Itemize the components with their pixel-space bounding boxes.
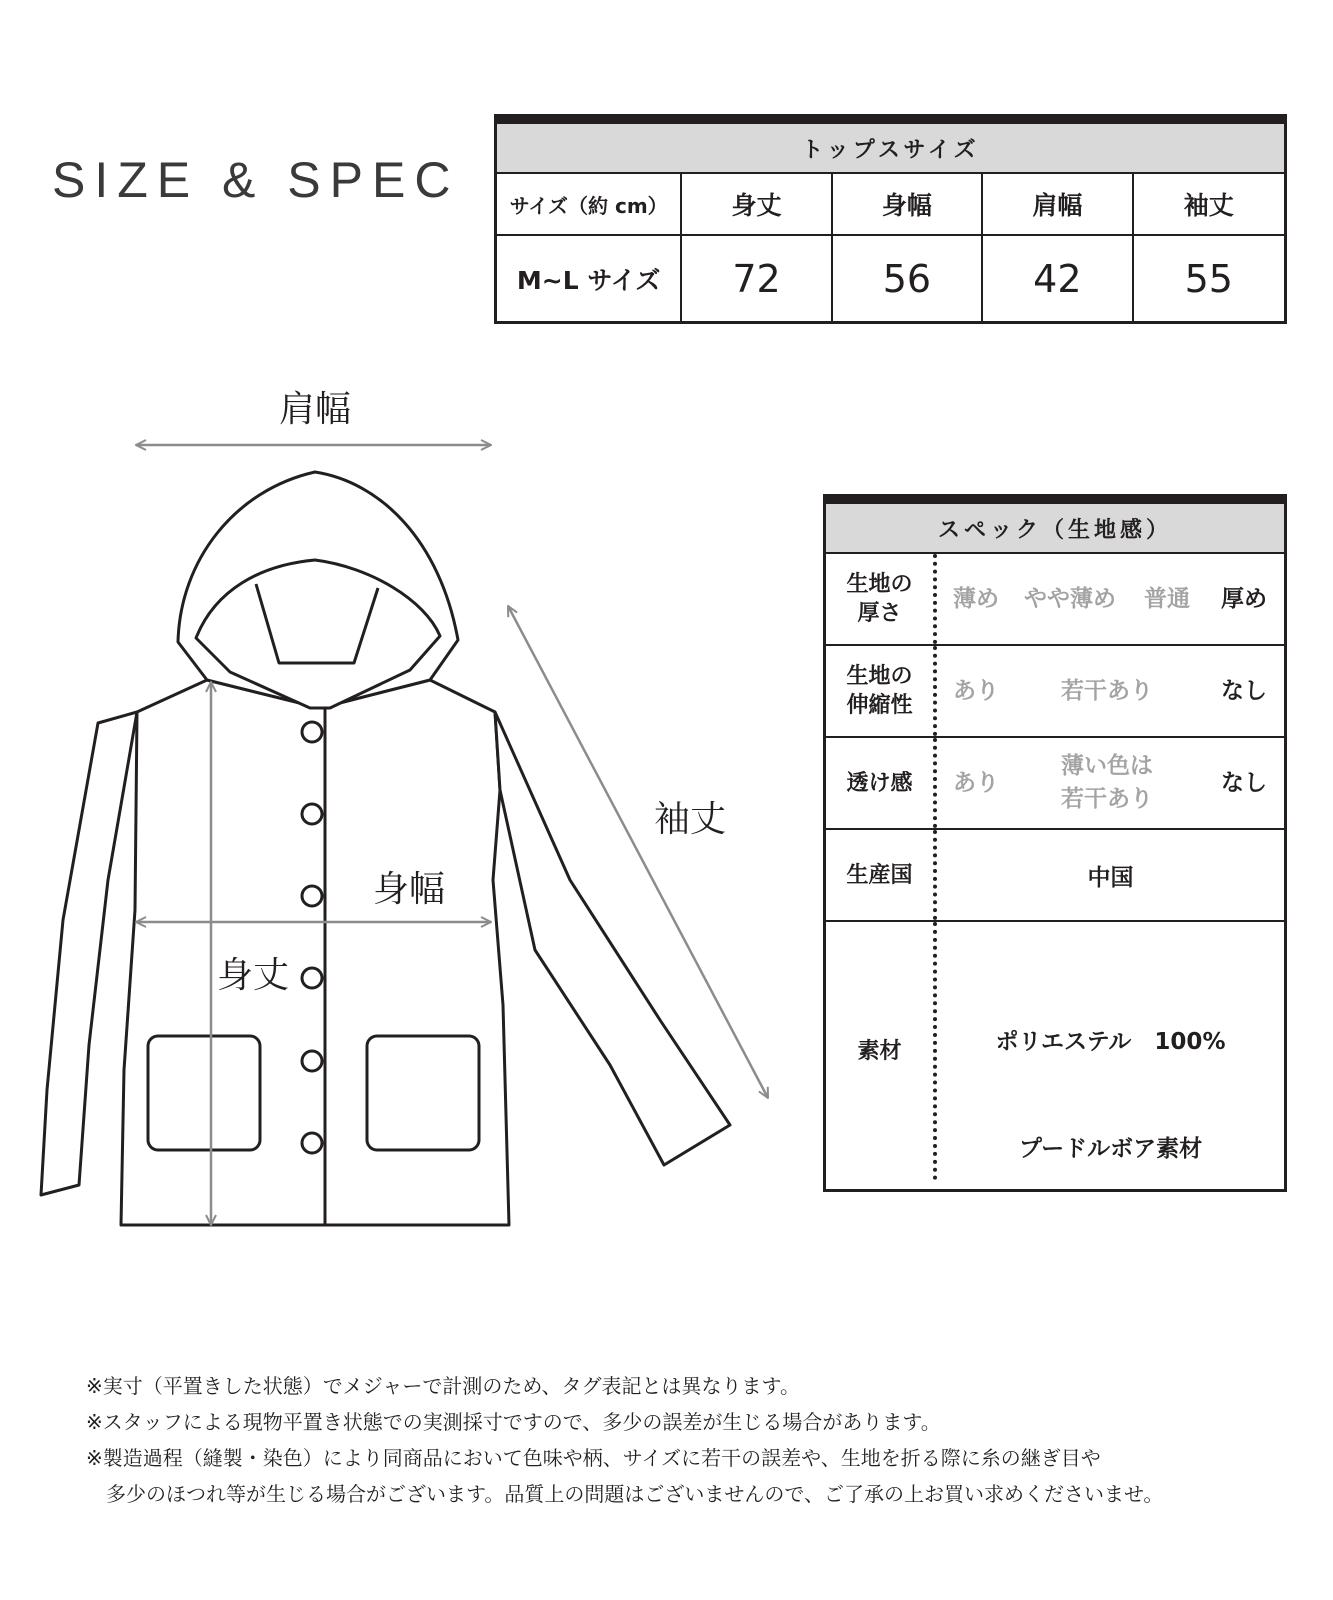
spec-row-material: [826, 922, 1284, 1180]
spec-label-stretch-line2: 伸縮性: [846, 693, 913, 718]
left-pocket: [148, 1036, 260, 1150]
garment-diagram: [0, 380, 800, 1260]
option-thin: 薄め: [953, 586, 999, 612]
option-stretch-yes: あり: [953, 678, 999, 704]
option-sheer-yes: あり: [953, 770, 999, 796]
option-sheer-slight: 若干あり: [1061, 786, 1153, 812]
size-header-shoulder: 肩幅: [983, 174, 1133, 234]
spec-row-stretch: [826, 646, 1284, 738]
note-line: ※スタッフによる現物平置き状態での実測採寸ですので、多少の誤差が生じる場合があります。: [86, 1410, 941, 1434]
right-sleeve: [495, 712, 730, 1165]
size-header-size: サイズ（約 cm）: [497, 174, 682, 234]
size-table: [494, 114, 1287, 324]
option-sheer-light-colors: 薄い色は: [1061, 753, 1153, 779]
material-description: プードルボア素材: [1018, 1136, 1203, 1162]
button: [302, 968, 322, 988]
spec-label-thickness-line2: 厚さ: [857, 601, 902, 626]
option-slightly-thin: やや薄め: [1024, 586, 1116, 612]
size-row-length: 72: [682, 236, 832, 322]
size-row-sleeve: 55: [1184, 257, 1233, 301]
size-row-size: M~L サイズ: [497, 236, 682, 322]
country-value: 中国: [1087, 865, 1134, 891]
note-line: 多少のほつれ等が生じる場合がございます。品質上の問題はございませんので、ご了承の上お買い求めくださいませ。: [86, 1482, 1164, 1506]
shoulder-width-label: 肩幅: [279, 389, 352, 430]
note-line: ※製造過程（縫製・染色）により同商品において色味や柄、サイズに若干の誤差や、生地を折る際に糸の継ぎ目や: [86, 1446, 1101, 1470]
button: [302, 722, 322, 742]
spec-label-thickness-line1: 生地の: [846, 572, 913, 597]
spec-label-stretch-line1: 生地の: [846, 664, 913, 689]
spec-table: [823, 494, 1287, 1192]
spec-table-caption: スペック（生地感）: [826, 504, 1284, 554]
size-header-length: 身丈: [682, 174, 832, 234]
size-header-body-width: 身幅: [833, 174, 983, 234]
size-table-header-row: [497, 174, 1284, 236]
right-pocket: [367, 1036, 479, 1150]
size-table-row: [497, 236, 1284, 322]
button: [302, 1133, 322, 1153]
spec-row-country: [826, 830, 1284, 922]
option-thick-selected: 厚め: [1221, 586, 1267, 612]
spec-row-thickness: [826, 554, 1284, 646]
body-width-label: 身幅: [373, 869, 446, 910]
sleeve-length-label: 袖丈: [654, 799, 727, 840]
material-composition: ポリエステル 100%: [995, 1029, 1226, 1055]
body-length-label: 身丈: [217, 955, 290, 996]
size-header-sleeve: 袖丈: [1183, 191, 1234, 220]
spec-label-thickness: [826, 554, 937, 644]
option-normal: 普通: [1144, 586, 1190, 612]
option-stretch-none-selected: なし: [1221, 678, 1267, 704]
button: [302, 886, 322, 906]
notes: [86, 1368, 1163, 1512]
button: [302, 804, 322, 824]
spec-row-sheerness: [826, 738, 1284, 830]
spec-label-country: 生産国: [826, 830, 937, 920]
spec-label-sheerness: 透け感: [826, 738, 937, 828]
size-row-body-width: 56: [833, 236, 983, 322]
note-line: ※実寸（平置きした状態）でメジャーで計測のため、タグ表記とは異なります。: [86, 1374, 800, 1398]
spec-label-stretch: [826, 646, 937, 736]
size-row-shoulder: 42: [983, 236, 1133, 322]
page-title: SIZE & SPEC: [52, 152, 460, 208]
spec-label-material: 素材: [826, 922, 937, 1180]
size-table-caption: トップスサイズ: [497, 124, 1284, 174]
option-sheer-none-selected: なし: [1221, 770, 1267, 796]
option-stretch-slight: 若干あり: [1061, 678, 1153, 704]
button: [302, 1051, 322, 1071]
